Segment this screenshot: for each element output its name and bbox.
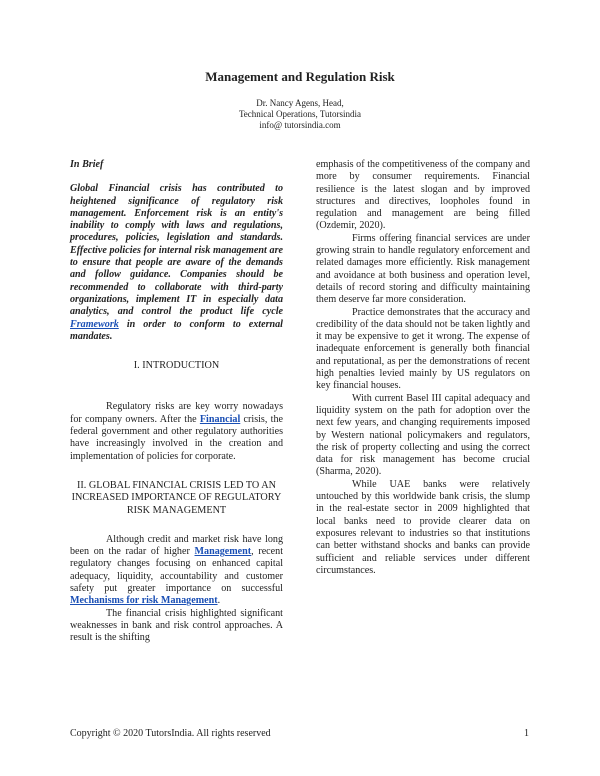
author-affiliation: Technical Operations, Tutorsindia bbox=[238, 109, 362, 119]
author-email: info@ tutorsindia.com bbox=[259, 120, 341, 130]
s2-text-c: . bbox=[217, 595, 221, 607]
right-column bbox=[316, 159, 530, 577]
paper-title: Management and Regulation Risk bbox=[205, 69, 395, 84]
section-1-heading: I. INTRODUCTION bbox=[133, 360, 220, 372]
brief-text: Global Financial crisis has contributed to heightened significance of regulatory risk management. Enforcement risk is an entity's inability to comply with laws and regulations, procedures, policies, legislation and standards. Effective policies for internal risk management are to ensure that people are aware of the demands and follow guidance. Companies should be recommended to collaborate with third-party organizations, implement IT in especially data analytics, and control the product life cycle bbox=[70, 183, 283, 318]
mechanisms-link[interactable]: Mechanisms for risk Management bbox=[70, 595, 218, 607]
framework-link[interactable]: Framework bbox=[70, 318, 119, 330]
brief-text-end: in order to conform to external mandates. bbox=[70, 318, 283, 342]
right-paragraph-1: emphasis of the competitiveness of the company and more by consumer requirements. Financial resilience is the latest slogan and by improved structures and directives, loopholes found in regulation and management are being filled (Ozdemir, 2020). bbox=[316, 159, 530, 232]
right-paragraph-4: With current Basel III capital adequacy and liquidity system on the path for adoption over the next few years, and changing requirements imposed by Western national policymakers and regulators, the risk of property collecting and using the correct data for risk management has become crucial (Sharma, 2020). bbox=[316, 392, 530, 478]
page-number: 1 bbox=[524, 728, 529, 739]
right-paragraph-5: While UAE banks were relatively untouched by this worldwide bank crisis, the slump in the real-estate sector in 2009 highlighted that local banks need to provide clearer data on exposures relevant to industries so that institutions can better withstand shocks and banks can provide sufficient and reliable services under different circumstances. bbox=[316, 478, 530, 576]
section-2-heading: II. GLOBAL FINANCIAL CRISIS LED TO AN INCREASED IMPORTANCE OF REGULATORY RISK MANAGEMENT bbox=[71, 479, 282, 516]
author-block bbox=[0, 98, 600, 131]
brief-heading: In Brief bbox=[70, 159, 104, 170]
intro-text-end: crisis, the federal government and other regulatory authorities have increasingly involved in the creation and implementation of policies for corporate. bbox=[70, 413, 283, 462]
intro-text: Regulatory risks are key worry nowadays for company owners. After the bbox=[70, 401, 283, 425]
section-2-paragraph-1 bbox=[70, 534, 283, 608]
right-paragraph-2: Firms offering financial services are under growing strain to handle regulatory enforcement and related damages more efficiently. Risk management and avoidance at both business and operation level, details of record storing and difficulty maintaining them deserve far more consideration. bbox=[316, 232, 530, 306]
right-paragraph-3: Practice demonstrates that the accuracy and credibility of the data should not be taken lightly and it may be expensive to get it wrong. The expense of inadequate enforcement is generally both financial and reputational, as per the demonstrations of recent high penalties levied mainly by US regulators on key financial houses. bbox=[316, 306, 530, 392]
brief-abstract bbox=[70, 183, 283, 343]
financial-link[interactable]: Financial bbox=[199, 413, 241, 425]
author-name: Dr. Nancy Agens, Head, bbox=[256, 98, 344, 108]
management-link[interactable]: Management bbox=[194, 546, 252, 558]
left-column bbox=[70, 159, 283, 645]
section-2-paragraph-2: The financial crisis highlighted significant weaknesses in bank and risk control approaches. A result is the shifting bbox=[70, 607, 283, 644]
footer-copyright: Copyright © 2020 TutorsIndia. All rights reserved bbox=[70, 728, 271, 739]
intro-paragraph bbox=[70, 401, 283, 462]
s2-text-b: , recent regulatory changes focusing on enhanced capital adequacy, liquidity, accountability and customer safety put greater importance on successful bbox=[70, 546, 283, 595]
s2-text-a: Although credit and market risk have long been on the radar of higher bbox=[70, 533, 283, 558]
